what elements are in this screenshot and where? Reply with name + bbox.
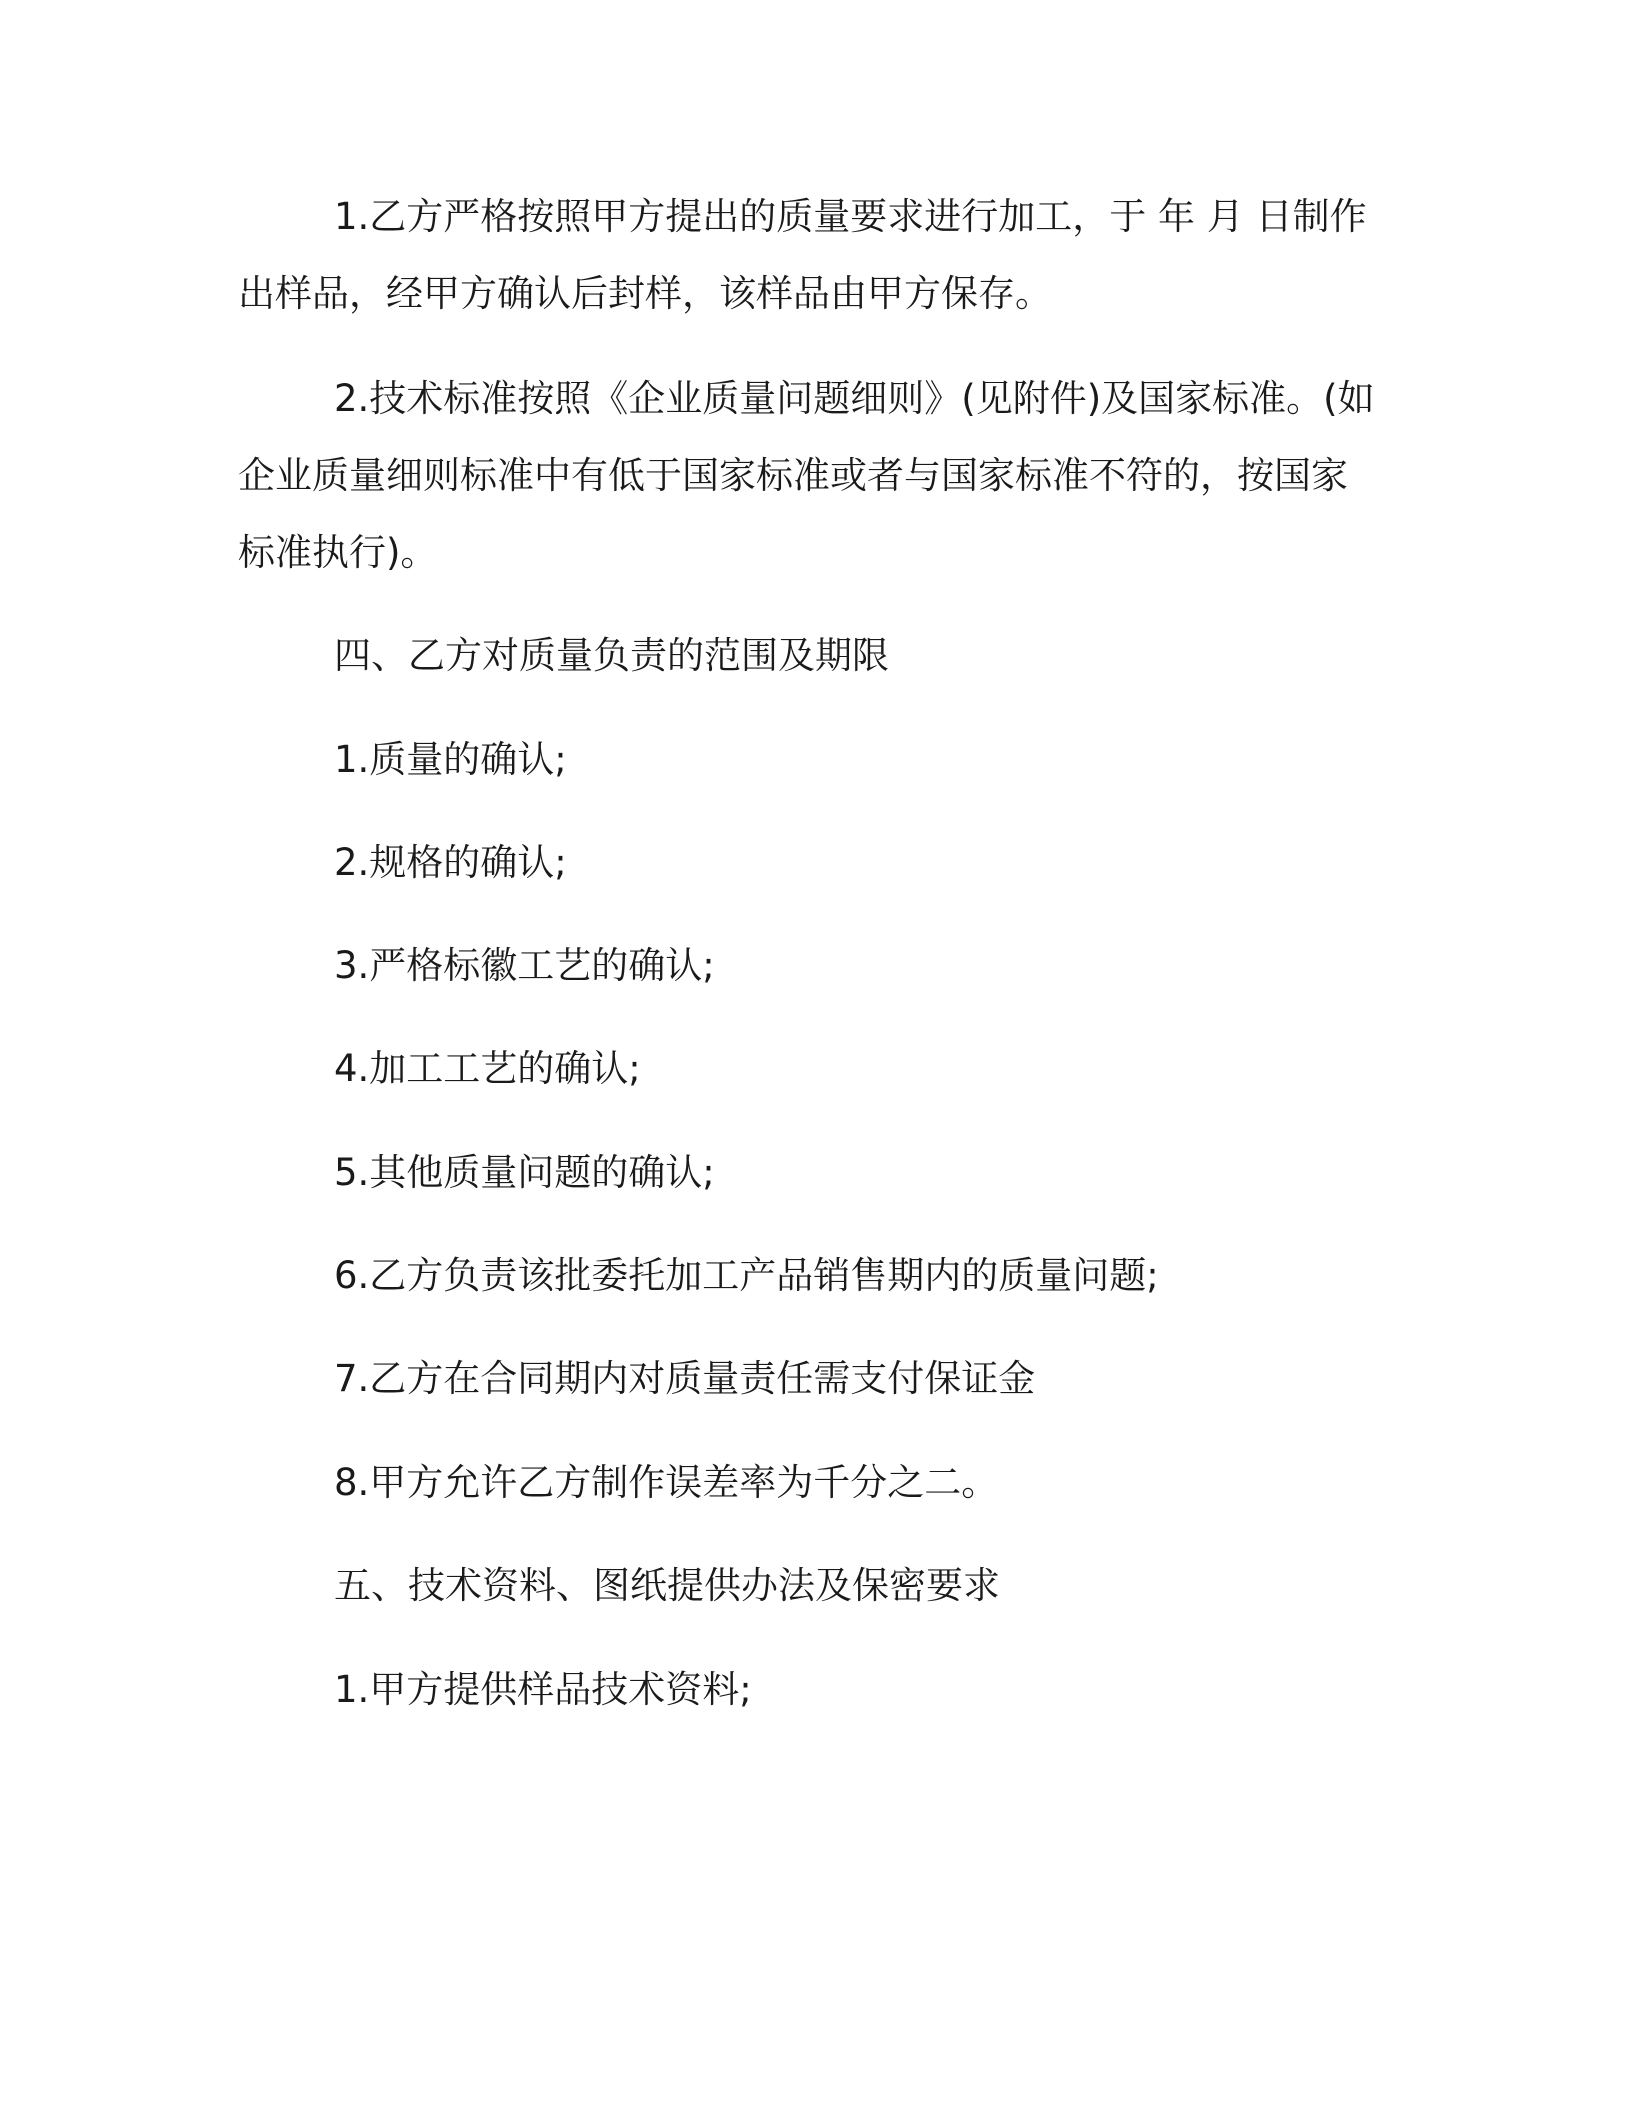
list-item: 1.质量的确认;	[334, 738, 567, 781]
paragraph-line: 标准执行)。	[238, 531, 438, 574]
section-heading-quality-scope: 四、乙方对质量负责的范围及期限	[334, 634, 889, 677]
paragraph-line: 出样品，经甲方确认后封样，该样品由甲方保存。	[238, 272, 1052, 315]
paragraph-sample-confirmation	[238, 178, 1388, 332]
list-item: 3.严格标徽工艺的确认;	[334, 944, 715, 987]
paragraph-line: 2.技术标准按照《企业质量问题细则》(见附件)及国家标准。(如	[334, 377, 1375, 420]
section-heading-technical-materials: 五、技术资料、图纸提供办法及保密要求	[334, 1564, 1000, 1607]
list-item: 6.乙方负责该批委托加工产品销售期内的质量问题;	[334, 1254, 1159, 1297]
paragraph-line: 1.乙方严格按照甲方提出的质量要求进行加工，于 年 月 日制作	[334, 195, 1367, 238]
list-item: 2.规格的确认;	[334, 841, 567, 884]
paragraph-line: 企业质量细则标准中有低于国家标准或者与国家标准不符的，按国家	[238, 454, 1348, 497]
list-item: 8.甲方允许乙方制作误差率为千分之二。	[334, 1461, 999, 1504]
list-item: 5.其他质量问题的确认;	[334, 1151, 715, 1194]
list-item: 1.甲方提供样品技术资料;	[334, 1668, 752, 1711]
paragraph-technical-standard	[238, 360, 1388, 591]
list-item: 4.加工工艺的确认;	[334, 1047, 641, 1090]
list-item: 7.乙方在合同期内对质量责任需支付保证金	[334, 1357, 1036, 1400]
